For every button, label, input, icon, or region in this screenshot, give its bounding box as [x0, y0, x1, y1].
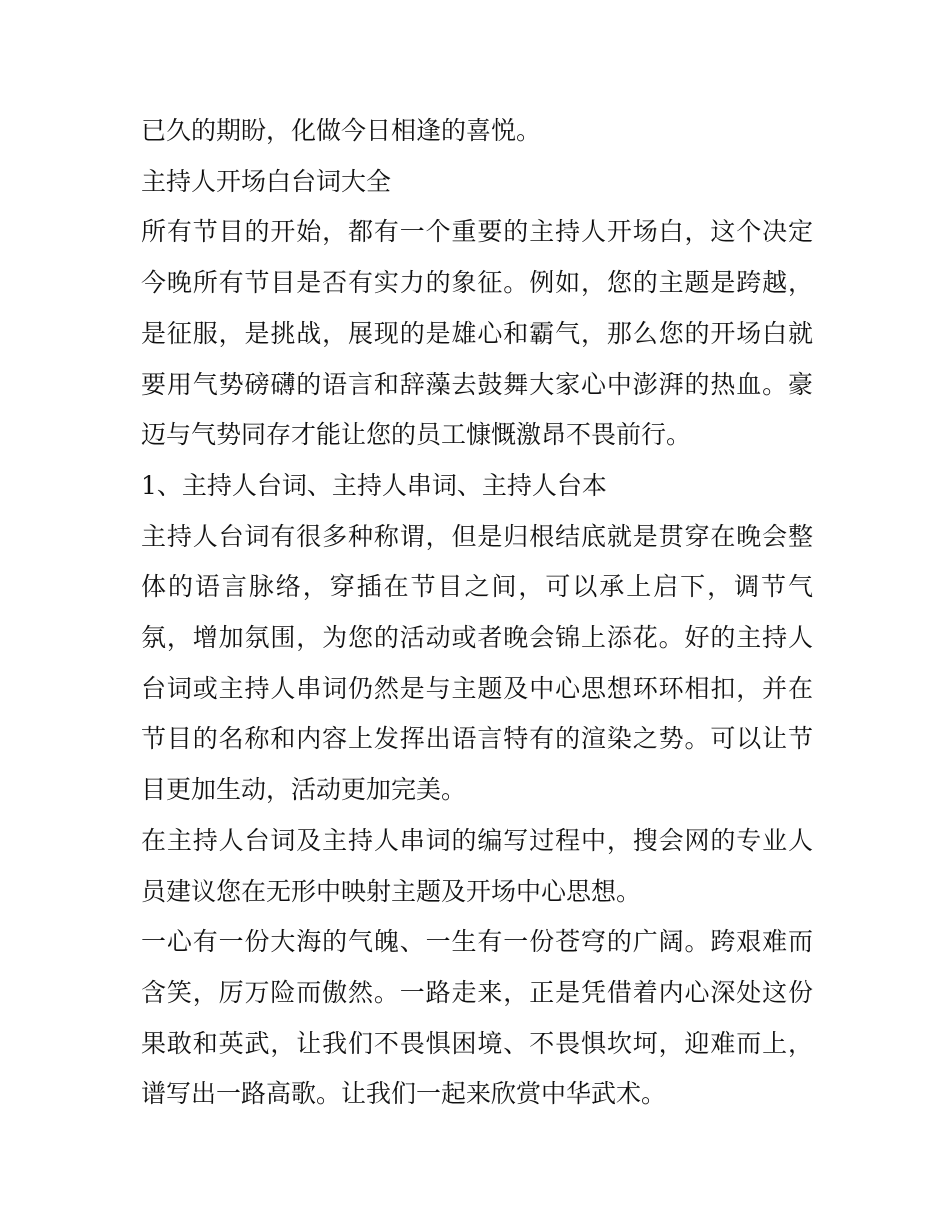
- paragraph-intro: 所有节目的开始，都有一个重要的主持人开场白，这个决定今晚所有节目是否有实力的象征。例如，您的主题是跨越，是征服，是挑战，展现的是雄心和霸气，那么您的开场白就要用气势磅礴的语言和辞藻去鼓舞大家心中澎湃的热血。豪迈与气势同存才能让您的员工慷慨激昂不畏前行。: [141, 217, 813, 450]
- paragraph-continuation: 已久的期盼，化做今日相逢的喜悦。: [141, 116, 542, 145]
- paragraph-writing-advice: 在主持人台词及主持人串词的编写过程中，搜会网的专业人员建议您在无形中映射主题及开场中心思想。: [141, 825, 813, 906]
- document-body: [141, 106, 813, 1120]
- section-heading: 主持人开场白台词大全: [141, 166, 392, 196]
- paragraph-martial-arts: 一心有一份大海的气魄、一生有一份苍穹的广阔。跨艰难而含笑，厉万险而傲然。一路走来，正是凭借着内心深处这份果敢和英武，让我们不畏惧困境、不畏惧坎坷，迎难而上，谱写出一路高歌。让我们一起来欣赏中华武术。: [141, 927, 813, 1109]
- numbered-heading: 1、主持人台词、主持人串词、主持人台本: [141, 470, 607, 500]
- paragraph-host-lines: 主持人台词有很多种称谓，但是归根结底就是贯穿在晚会整体的语言脉络，穿插在节目之间，可以承上启下，调节气氛，增加氛围，为您的活动或者晚会锦上添花。好的主持人台词或主持人串词仍然是与主题及中心思想环环相扣，并在节目的名称和内容上发挥出语言特有的渲染之势。可以让节目更加生动，活动更加完美。: [141, 521, 813, 805]
